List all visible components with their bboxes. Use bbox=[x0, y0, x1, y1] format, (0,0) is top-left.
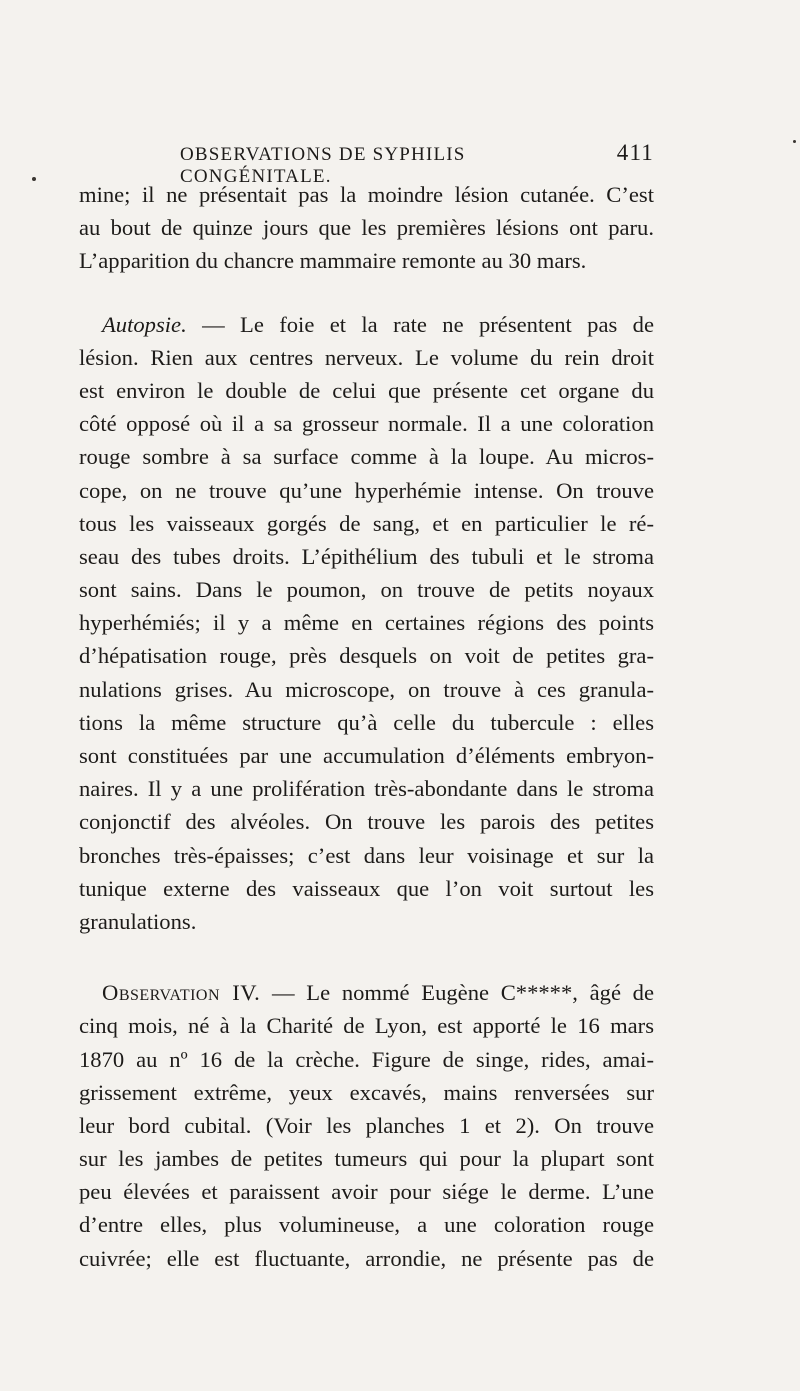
text-line: conjonctif des alvéoles. On trouve les parois des petites bbox=[79, 809, 654, 835]
text-line: hyperhémiés; il y a même en certaines régions des points bbox=[79, 610, 654, 636]
text-line: cuivrée; elle est fluctuante, arrondie, ne présente pas de bbox=[79, 1245, 654, 1271]
text-line: tions la même structure qu’à celle du tubercule : elles bbox=[79, 709, 654, 735]
text-line: sont sains. Dans le poumon, on trouve de petits noyaux bbox=[79, 577, 654, 603]
text-line: d’hépatisation rouge, près desquels on voit de petites gra- bbox=[79, 643, 654, 669]
text-line: sur les jambes de petites tumeurs qui pour la plupart sont bbox=[79, 1146, 654, 1172]
text-line: grissement extrême, yeux excavés, mains renversées sur bbox=[79, 1079, 654, 1105]
paper-speck bbox=[32, 177, 36, 181]
text-line: côté opposé où il a sa grosseur normale. Il a une coloration bbox=[79, 411, 654, 437]
text-line: sont constituées par une accumulation d’éléments embryon- bbox=[79, 743, 654, 768]
text-line: cope, on ne trouve qu’une hyperhémie intense. On trouve bbox=[79, 477, 654, 503]
text-line: granulations. bbox=[79, 908, 197, 934]
text-line: tunique externe des vaisseaux que l’on voit surtout les bbox=[79, 875, 654, 901]
text-line: seau des tubes droits. L’épithélium des tubuli et le stroma bbox=[79, 543, 654, 569]
text-span: — Le foie et la rate ne présentent pas de bbox=[186, 311, 654, 337]
text-span: — Le nommé Eugène C*****, âgé de bbox=[260, 980, 654, 1006]
paragraph-first-line bbox=[79, 976, 654, 1009]
text-line: 1870 au nº 16 de la crèche. Figure de singe, rides, amai- bbox=[79, 1046, 654, 1072]
text-line: L’apparition du chancre mammaire remonte au 30 mars. bbox=[79, 248, 587, 274]
text-line: au bout de quinze jours que les premières lésions ont paru. bbox=[79, 215, 654, 241]
text-line: mine; il ne présentait pas la moindre lésion cutanée. C’est bbox=[79, 182, 654, 207]
paper-speck bbox=[793, 140, 796, 143]
text-line: d’entre elles, plus volumineuse, a une coloration rouge bbox=[79, 1212, 654, 1238]
text-line: leur bord cubital. (Voir les planches 1 et 2). On trouve bbox=[79, 1112, 654, 1138]
text-line: cinq mois, né à la Charité de Lyon, est apporté le 16 mars bbox=[79, 1013, 654, 1039]
text-line: bronches très-épaisses; c’est dans leur voisinage et sur la bbox=[79, 842, 654, 868]
observation-heading: Observation IV. bbox=[102, 980, 261, 1006]
autopsie-heading: Autopsie. bbox=[102, 311, 187, 337]
text-line: est environ le double de celui que présente cet organe du bbox=[79, 377, 654, 403]
body-text bbox=[79, 178, 654, 1275]
text-line: tous les vaisseaux gorgés de sang, et en particulier le ré- bbox=[79, 510, 654, 536]
text-line: naires. Il y a une prolifération très-abondante dans le stroma bbox=[79, 776, 654, 802]
text-line: nulations grises. Au microscope, on trouve à ces granula- bbox=[79, 676, 654, 702]
running-title: OBSERVATIONS DE SYPHILIS CONGÉNITALE. bbox=[180, 144, 466, 187]
text-line: rouge sombre à sa surface comme à la loupe. Au micros- bbox=[79, 444, 654, 470]
text-line: peu élevées et paraissent avoir pour siége le derme. L’une bbox=[79, 1179, 654, 1205]
page-number: 411 bbox=[616, 140, 654, 165]
text-line: lésion. Rien aux centres nerveux. Le volume du rein droit bbox=[79, 344, 654, 370]
paragraph-first-line bbox=[79, 308, 654, 341]
